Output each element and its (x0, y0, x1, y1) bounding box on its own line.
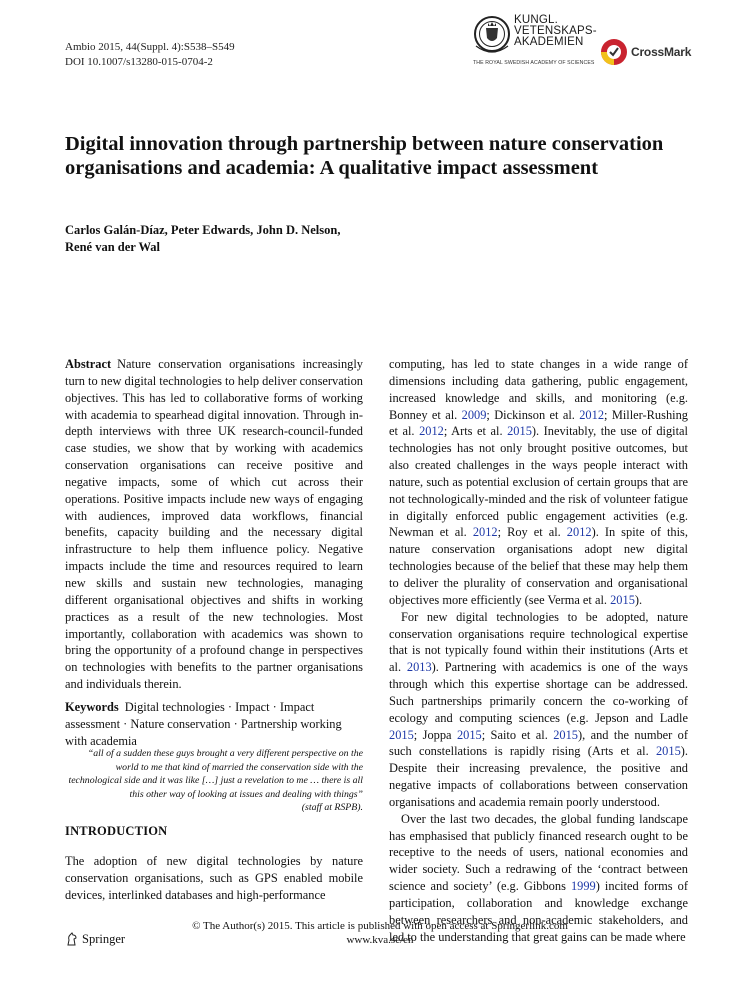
body-paragraph-2: For new digital technologies to be adopted, nature conservation organisations require technological expertise that is not typically found within their institutions (Arts et al. 2013). Partnering with academics is one of the ways through which this expertise shortage can be addressed. Such partnerships primarily concern the co-working of ecology and computing sciences (e.g. Jepson and Ladle 2015; Joppa 2015; Saito et al. 2015), and the number of such constellations is rapidly rising (Arts et al. 2015). Despite their increasing prevalence, the positive and negative impacts of collaborations between conservation organisations and academia remain poorly understood. (389, 609, 688, 809)
citation-link[interactable]: 2015 (389, 727, 414, 742)
keywords-paragraph (65, 699, 363, 750)
quote-attribution: (staff at RSPB). (301, 802, 363, 813)
journal-info (65, 40, 235, 70)
citation-link[interactable]: 2012 (419, 424, 444, 439)
quote-text: “all of a sudden these guys brought a very different perspective on the world to me that kind of married the conservation side with the technological side and it was like […] just a revelation to me … there is all this other way of looking at issues and dealing with things” (68, 748, 363, 800)
springer-horse-icon (65, 932, 79, 946)
abstract-paragraph (65, 356, 363, 693)
body-paragraph-3: Over the last two decades, the global funding landscape has emphasised that publicly financed research ought to be receptive to the needs of users, national economies and wider society. Such a redrawing of the ‘contract between science and society’ (e.g. Gibbons 1999) incited forms of participation, collaboration and knowledge exchange between researchers and non-academic stakeholders, and led to the understanding that great gains can be made where (389, 811, 688, 944)
citation-link[interactable]: 2015 (610, 592, 635, 607)
springer-logo (65, 932, 145, 948)
section-heading-introduction: INTRODUCTION (65, 824, 168, 838)
keywords-label: Keywords (65, 699, 119, 714)
abstract-text: Nature conservation organisations increasingly turn to new digital technologies to help deliver conservation objectives. This has led to collaborative forms of working with academia to spearhead digital innovation. Through in-depth interviews with three UK research-council-funded case studies, we show that by working with academics conservation organisations can receive positive and negative impacts, some of which cut across their operations. Positive impacts include new ways of engaging with audiences, improved data workflows, financial benefits, capacity building and the necessary digital infrastructure to help them influence policy. Negative impacts include the time and resources required to learn new skills and sustain new technologies, managing different organisational objectives and shifts in working practices as a result of the new technologies. Most importantly, collaboration with academics was shown to bring the opportunity of a profound change in perspectives on technologies with benefits to the partner organisations and individuals therein. (65, 357, 363, 692)
abstract-label: Abstract (65, 357, 112, 371)
citation-link[interactable]: 2015 (553, 727, 578, 742)
citation-link[interactable]: 2012 (472, 525, 498, 540)
introduction-text: The adoption of new digital technologies by nature conservation organisations, such as GPS enabled mobile devices, interlinked databases and high-performance (65, 854, 363, 902)
authors-line-1: Carlos Galán-Díaz, Peter Edwards, John D. Nelson, (65, 223, 341, 237)
body-paragraph-1: computing, has led to state changes in a wide range of dimensions including data gathering, public engagement, increased knowledge and skills, and monitoring (e.g. Bonney et al. 2009; Dickinson et al. 2012; Miller-Rushing et al. 2012; Arts et al. 2015). Inevitably, the use of digital technologies has not only brought positive outcomes, but also created challenges in the ways people interact with nature, such as potential exclusion of certain groups that are not technologically-minded and the risk of volunteer fatigue in digitally enforced public engagement activities (e.g. Newman et al. 2012; Roy et al. 2012). In spite of this, nature conservation organisations adopt new digital technologies because of the belief that these may help them to deliver the plurality of conservation and organisational objectives more efficiently (see Verma et al. 2015). (389, 357, 688, 607)
citation-link[interactable]: 2013 (406, 660, 432, 675)
open-access-notice: © The Author(s) 2015. This article is published with open access at Springerlink.com (192, 920, 568, 932)
crossmark-label: CrossMark (631, 45, 692, 59)
keywords-text: Digital technologies · Impact · Impact assessment · Nature conservation · Partnership working with academia (65, 699, 342, 748)
crossmark-badge[interactable] (600, 38, 692, 68)
citation-link[interactable]: 2012 (579, 407, 605, 422)
citation-link[interactable]: 2015 (456, 727, 482, 742)
springer-label: Springer (82, 932, 126, 946)
epigraph-quote (65, 747, 363, 815)
article-title: Digital innovation through partnership between nature conservation organisations and academia: A qualitative impact assessment (65, 133, 664, 179)
journal-doi[interactable]: DOI 10.1007/s13280-015-0704-2 (65, 56, 213, 68)
citation-link[interactable]: 1999 (570, 879, 596, 894)
citation-link[interactable]: 2012 (566, 525, 592, 540)
authors-line-2: René van der Wal (65, 240, 161, 254)
kva-subtitle: THE ROYAL SWEDISH ACADEMY OF SCIENCES (473, 60, 595, 66)
citation-link[interactable]: 2009 (461, 407, 487, 422)
page-footer (160, 919, 600, 947)
citation-link[interactable]: 2015 (507, 424, 532, 439)
kva-logo (473, 14, 598, 70)
author-list (65, 222, 385, 256)
kva-name: KUNGL. VETENSKAPS- AKADEMIEN (514, 14, 597, 48)
crossmark-icon (600, 38, 628, 66)
journal-citation: Ambio 2015, 44(Suppl. 4):S538–S549 (65, 41, 235, 53)
abstract-section (65, 356, 363, 749)
publisher-url[interactable]: www.kva.se/en (346, 934, 414, 946)
citation-link[interactable]: 2015 (655, 744, 681, 759)
kva-seal-icon (473, 14, 511, 58)
body-right-column (389, 356, 688, 946)
